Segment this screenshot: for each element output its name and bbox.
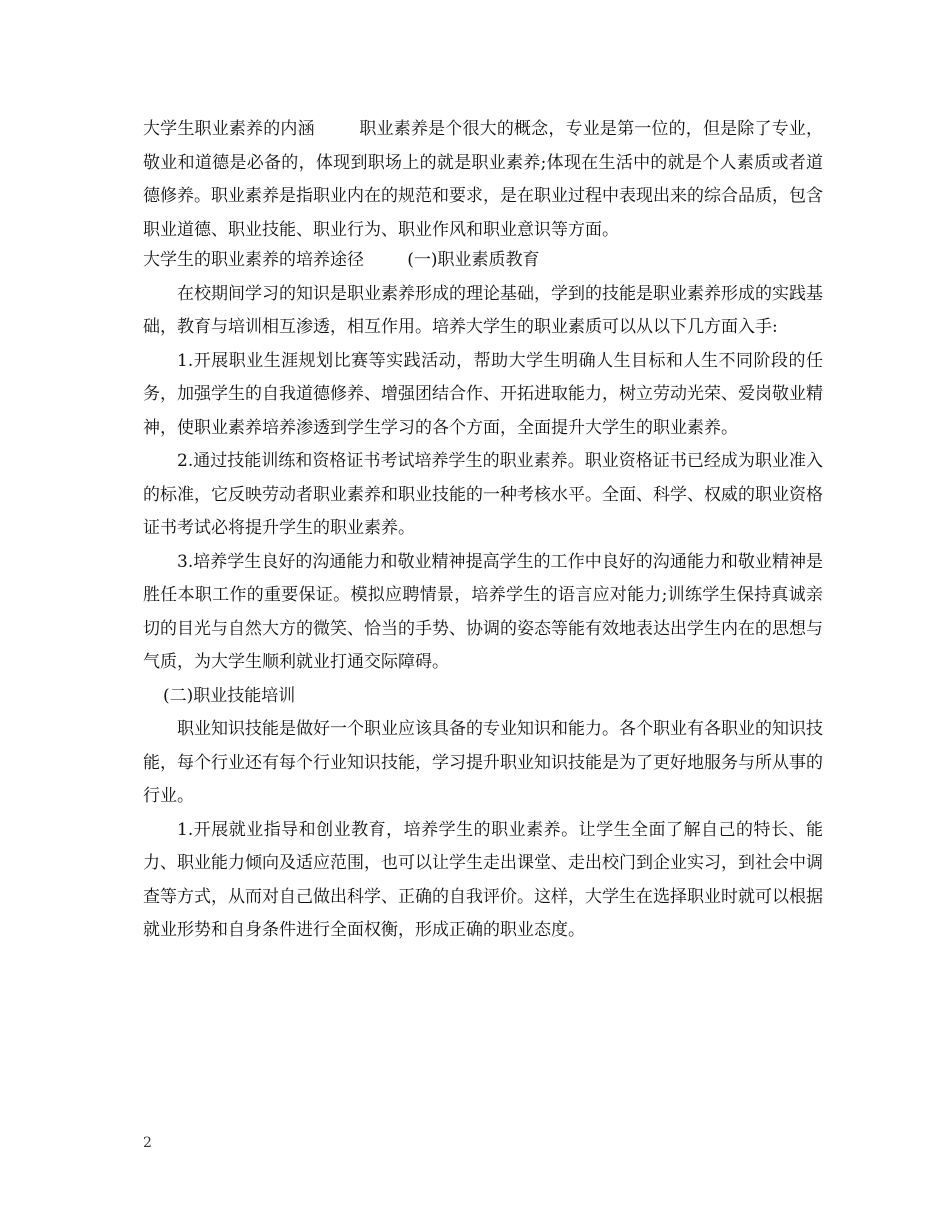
section-heading-connotation: 大学生职业素养的内涵 [143, 119, 315, 139]
heading-gap [364, 250, 407, 270]
list-item-1: 1.开展职业生涯规划比赛等实践活动，帮助大学生明确人生目标和人生不同阶段的任务，加强学生的自我道德修养、增强团结合作、开拓进取能力，树立劳动光荣、爱岗敬业精神，使职业素养培养渗透到学生学习的各个方面，全面提升大学生的职业素养。 [143, 350, 823, 438]
page-number: 2 [143, 1135, 152, 1151]
paragraph-text: 职业知识技能是做好一个职业应该具备的专业知识和能力。各个职业有各职业的知识技能，每个行业还有每个行业知识技能，学习提升职业知识技能是为了更好地服务与所从事的行业。 [143, 719, 823, 806]
list-item-1: 1.开展就业指导和创业教育，培养学生的职业素养。让学生全面了解自己的特长、能力、职业能力倾向及适应范围，也可以让学生走出课堂、走出校门到企业实习，到社会中调查等方式，从而对自己做出科学、正确的自我评价。这样，大学生在选择职业时就可以根据就业形势和自身条件进行全面权衡，形成正确的职业态度。 [143, 819, 823, 940]
list-item-2: 2.通过技能训练和资格证书考试培养学生的职业素养。职业资格证书已经成为职业准入的标准，它反映劳动者职业素养和职业技能的一种考核水平。全面、科学、权威的职业资格证书考试必将提升学生的职业素养。 [143, 451, 823, 538]
document-body [143, 113, 823, 948]
heading-gap [315, 119, 360, 139]
paragraph-text: 在校期间学习的知识是职业素养形成的理论基础，学到的技能是职业素养形成的实践基础，教育与培训相互渗透，相互作用。培养大学生的职业素质可以从以下几方面入手: [143, 283, 823, 337]
subsection-heading-skills-training: (二)职业技能培训 [163, 685, 296, 706]
paragraph-connotation [143, 113, 823, 247]
list-item-3: 3.培养学生良好的沟通能力和敬业精神提高学生的工作中良好的沟通能力和敬业精神是胜任本职工作的重要保证。模拟应聘情景，培养学生的语言应对能力;训练学生保持真诚亲切的目光与自然大方的微笑、恰当的手势、协调的姿态等能有效地表达出学生内在的思想与气质，为大学生顺利就业打通交际障碍。 [143, 551, 823, 672]
section-heading-cultivation: 大学生的职业素养的培养途径 [143, 250, 364, 270]
paragraph-cultivation-heading [143, 244, 823, 278]
paragraph-text: 职业素养是个很大的概念，专业是第一位的，但是除了专业，敬业和道德是必备的，体现到职场上的就是职业素养;体现在生活中的就是个人素质或者道德修养。职业素养是指职业内在的规范和要求，是在职业过程中表现出来的综合品质，包含职业道德、职业技能、职业行为、职业作风和职业意识等方面。 [143, 119, 824, 240]
subsection-heading-quality-education: (一)职业素质教育 [407, 250, 540, 270]
